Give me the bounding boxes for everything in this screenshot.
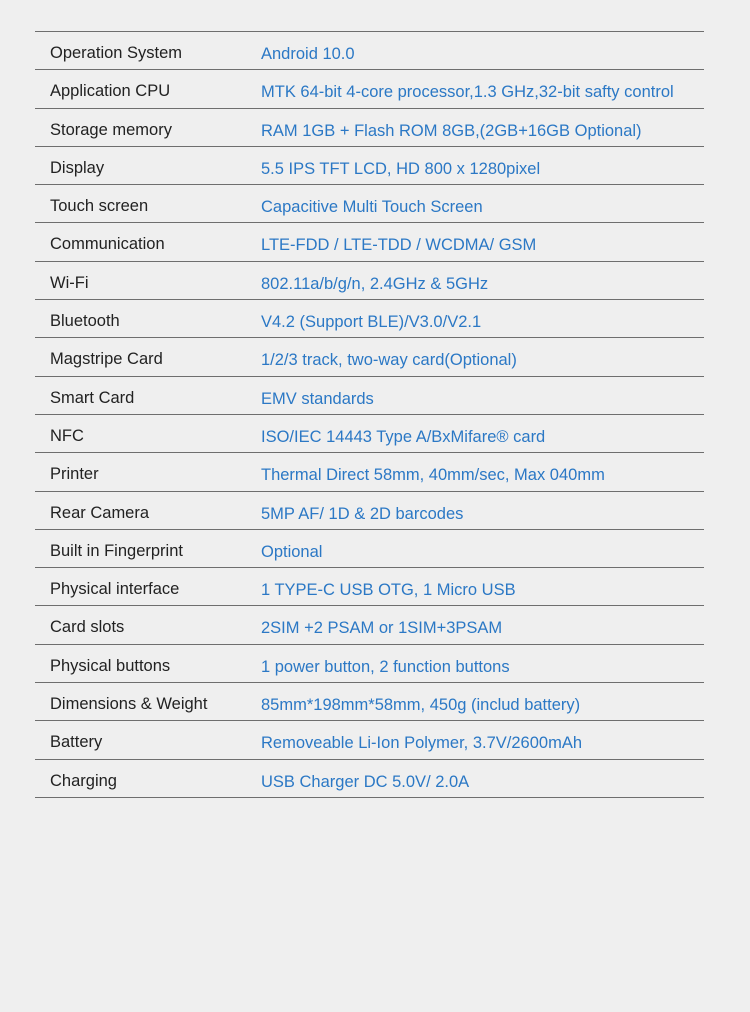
spec-label: Printer <box>50 465 99 484</box>
spec-row <box>35 262 704 300</box>
spec-value: 1 power button, 2 function buttons <box>261 657 510 676</box>
spec-label: Bluetooth <box>50 312 120 331</box>
spec-value: 85mm*198mm*58mm, 450g (includ battery) <box>261 696 581 715</box>
spec-row <box>35 760 704 798</box>
spec-row <box>35 377 704 415</box>
spec-label: Wi-Fi <box>50 273 89 292</box>
spec-value: EMV standards <box>261 389 374 408</box>
spec-label: Rear Camera <box>50 503 150 522</box>
spec-value: Optional <box>261 542 323 561</box>
spec-label: Smart Card <box>50 388 135 407</box>
spec-value: Thermal Direct 58mm, 40mm/sec, Max 040mm <box>261 466 605 485</box>
spec-label: Physical buttons <box>50 656 171 675</box>
spec-label: Magstripe Card <box>50 350 163 369</box>
spec-row <box>35 185 704 223</box>
spec-value: USB Charger DC 5.0V/ 2.0A <box>261 772 470 791</box>
spec-value: Android 10.0 <box>261 45 355 63</box>
spec-value: Removeable Li-Ion Polymer, 3.7V/2600mAh <box>261 734 583 753</box>
spec-label: Card slots <box>50 618 125 637</box>
spec-value: 1/2/3 track, two-way card(Optional) <box>261 351 517 370</box>
spec-value: 5.5 IPS TFT LCD, HD 800 x 1280pixel <box>261 159 541 178</box>
spec-value: 5MP AF/ 1D & 2D barcodes <box>261 504 464 523</box>
spec-row <box>35 32 704 70</box>
spec-row <box>35 453 704 491</box>
spec-value: 1 TYPE-C USB OTG, 1 Micro USB <box>261 581 516 600</box>
spec-row <box>35 109 704 147</box>
spec-value: Capacitive Multi Touch Screen <box>261 198 483 217</box>
spec-label: Operation System <box>50 44 183 62</box>
spec-value: 802.11a/b/g/n, 2.4GHz & 5GHz <box>261 274 489 293</box>
spec-label: Dimensions & Weight <box>50 695 208 714</box>
spec-label: Charging <box>50 771 117 790</box>
spec-value: MTK 64-bit 4-core processor,1.3 GHz,32-bit safty control <box>261 83 674 102</box>
spec-row <box>35 70 704 108</box>
spec-label: Communication <box>50 235 165 254</box>
spec-row <box>35 568 704 606</box>
spec-value: RAM 1GB + Flash ROM 8GB,(2GB+16GB Optional) <box>261 121 642 140</box>
spec-table <box>35 31 704 798</box>
spec-row <box>35 147 704 185</box>
spec-label: Battery <box>50 733 103 752</box>
spec-row <box>35 530 704 568</box>
spec-label: Touch screen <box>50 197 149 216</box>
spec-label: Display <box>50 158 105 177</box>
spec-row <box>35 492 704 530</box>
spec-row <box>35 415 704 453</box>
spec-value: V4.2 (Support BLE)/V3.0/V2.1 <box>261 313 482 332</box>
spec-label: Application CPU <box>50 82 171 101</box>
spec-row <box>35 606 704 644</box>
spec-value: ISO/IEC 14443 Type A/BxMifare® card <box>261 427 546 446</box>
spec-label: Storage memory <box>50 120 172 139</box>
spec-label: Physical interface <box>50 580 180 599</box>
spec-value: LTE-FDD / LTE-TDD / WCDMA/ GSM <box>261 236 537 255</box>
spec-row <box>35 223 704 261</box>
spec-row <box>35 645 704 683</box>
spec-row <box>35 338 704 376</box>
spec-row <box>35 721 704 759</box>
spec-label: NFC <box>50 426 84 445</box>
spec-label: Built in Fingerprint <box>50 541 183 560</box>
spec-row <box>35 683 704 721</box>
spec-row <box>35 300 704 338</box>
spec-value: 2SIM +2 PSAM or 1SIM+3PSAM <box>261 619 503 638</box>
